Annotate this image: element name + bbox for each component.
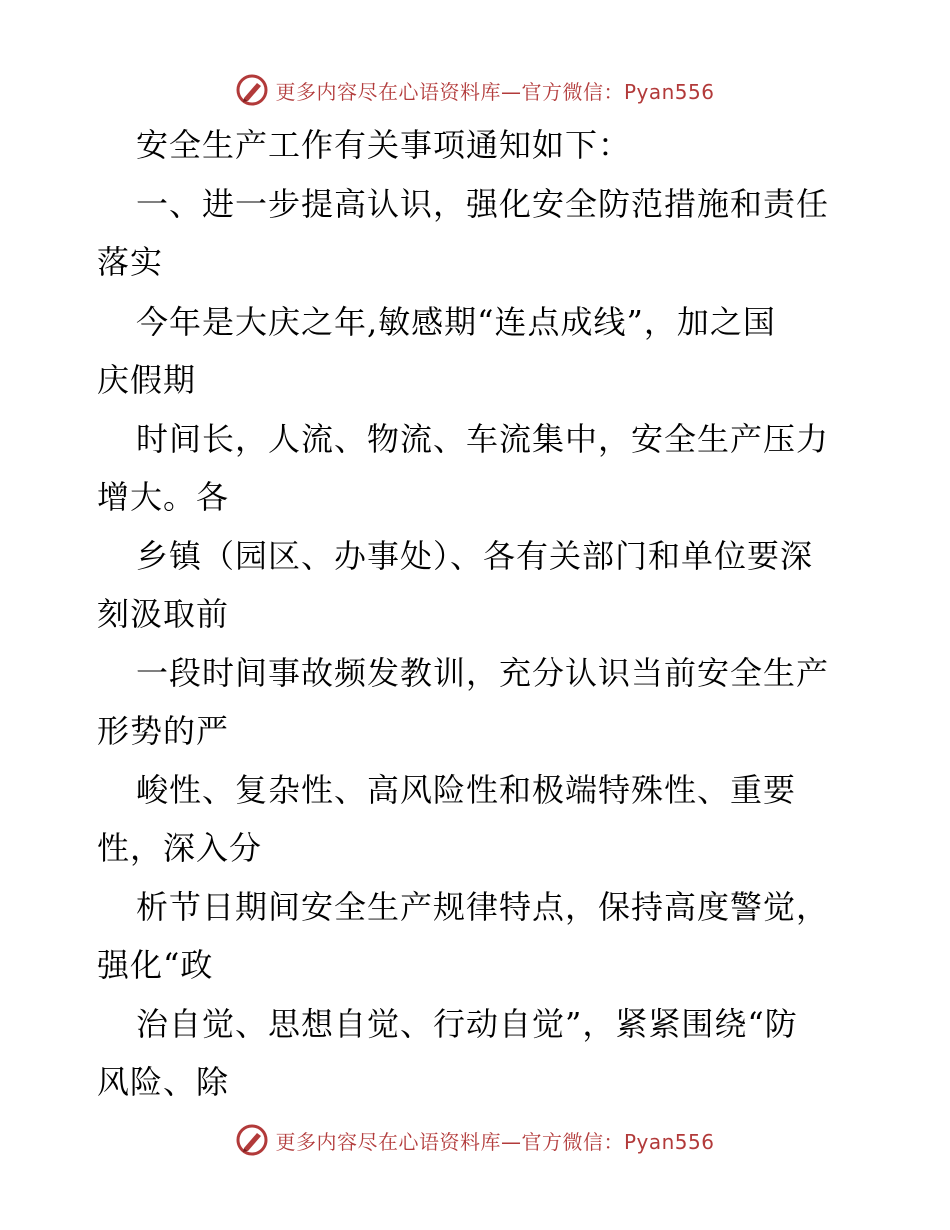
paragraph-line: 落实 [97, 243, 164, 281]
paragraph-line: 性，深入分 [97, 829, 263, 867]
paragraph-line: 乡镇（园区、办事处）、各有关部门和单位要深 [136, 537, 814, 575]
paragraph-line: 增大。各 [97, 478, 230, 516]
paragraph-line: 一、进一步提高认识，强化安全防范措施和责任 [136, 185, 830, 223]
paragraph-line: 风险、除 [97, 1063, 230, 1101]
paragraph-line: 治自觉、思想自觉、行动自觉”，紧紧围绕“防 [136, 1005, 798, 1043]
paragraph-line: 峻性、复杂性、高风险性和极端特殊性、重要 [136, 771, 797, 809]
pen-logo-icon [235, 73, 269, 107]
paragraph-line: 强化“政 [97, 946, 214, 984]
watermark-banner-top [0, 70, 950, 110]
paragraph-line: 安全生产工作有关事项通知如下： [136, 126, 632, 164]
watermark-text: 更多内容尽在心语资料库—官方微信：Pyan556 [275, 79, 715, 104]
paragraph-line: 庆假期 [97, 361, 197, 399]
paragraph-line: 析节日期间安全生产规律特点，保持高度警觉， [136, 888, 830, 926]
paragraph-line: 一段时间事故频发教训，充分认识当前安全生产 [136, 654, 830, 692]
paragraph-line: 刻汲取前 [97, 595, 230, 633]
paragraph-line: 形势的严 [97, 712, 230, 750]
paragraph-line: 今年是大庆之年,敏感期“连点成线”，加之国 [136, 303, 776, 341]
watermark-banner-bottom [0, 1120, 950, 1160]
pen-logo-icon [235, 1123, 269, 1157]
paragraph-line: 时间长，人流、物流、车流集中，安全生产压力 [136, 420, 830, 458]
watermark-text: 更多内容尽在心语资料库—官方微信：Pyan556 [275, 1129, 715, 1154]
